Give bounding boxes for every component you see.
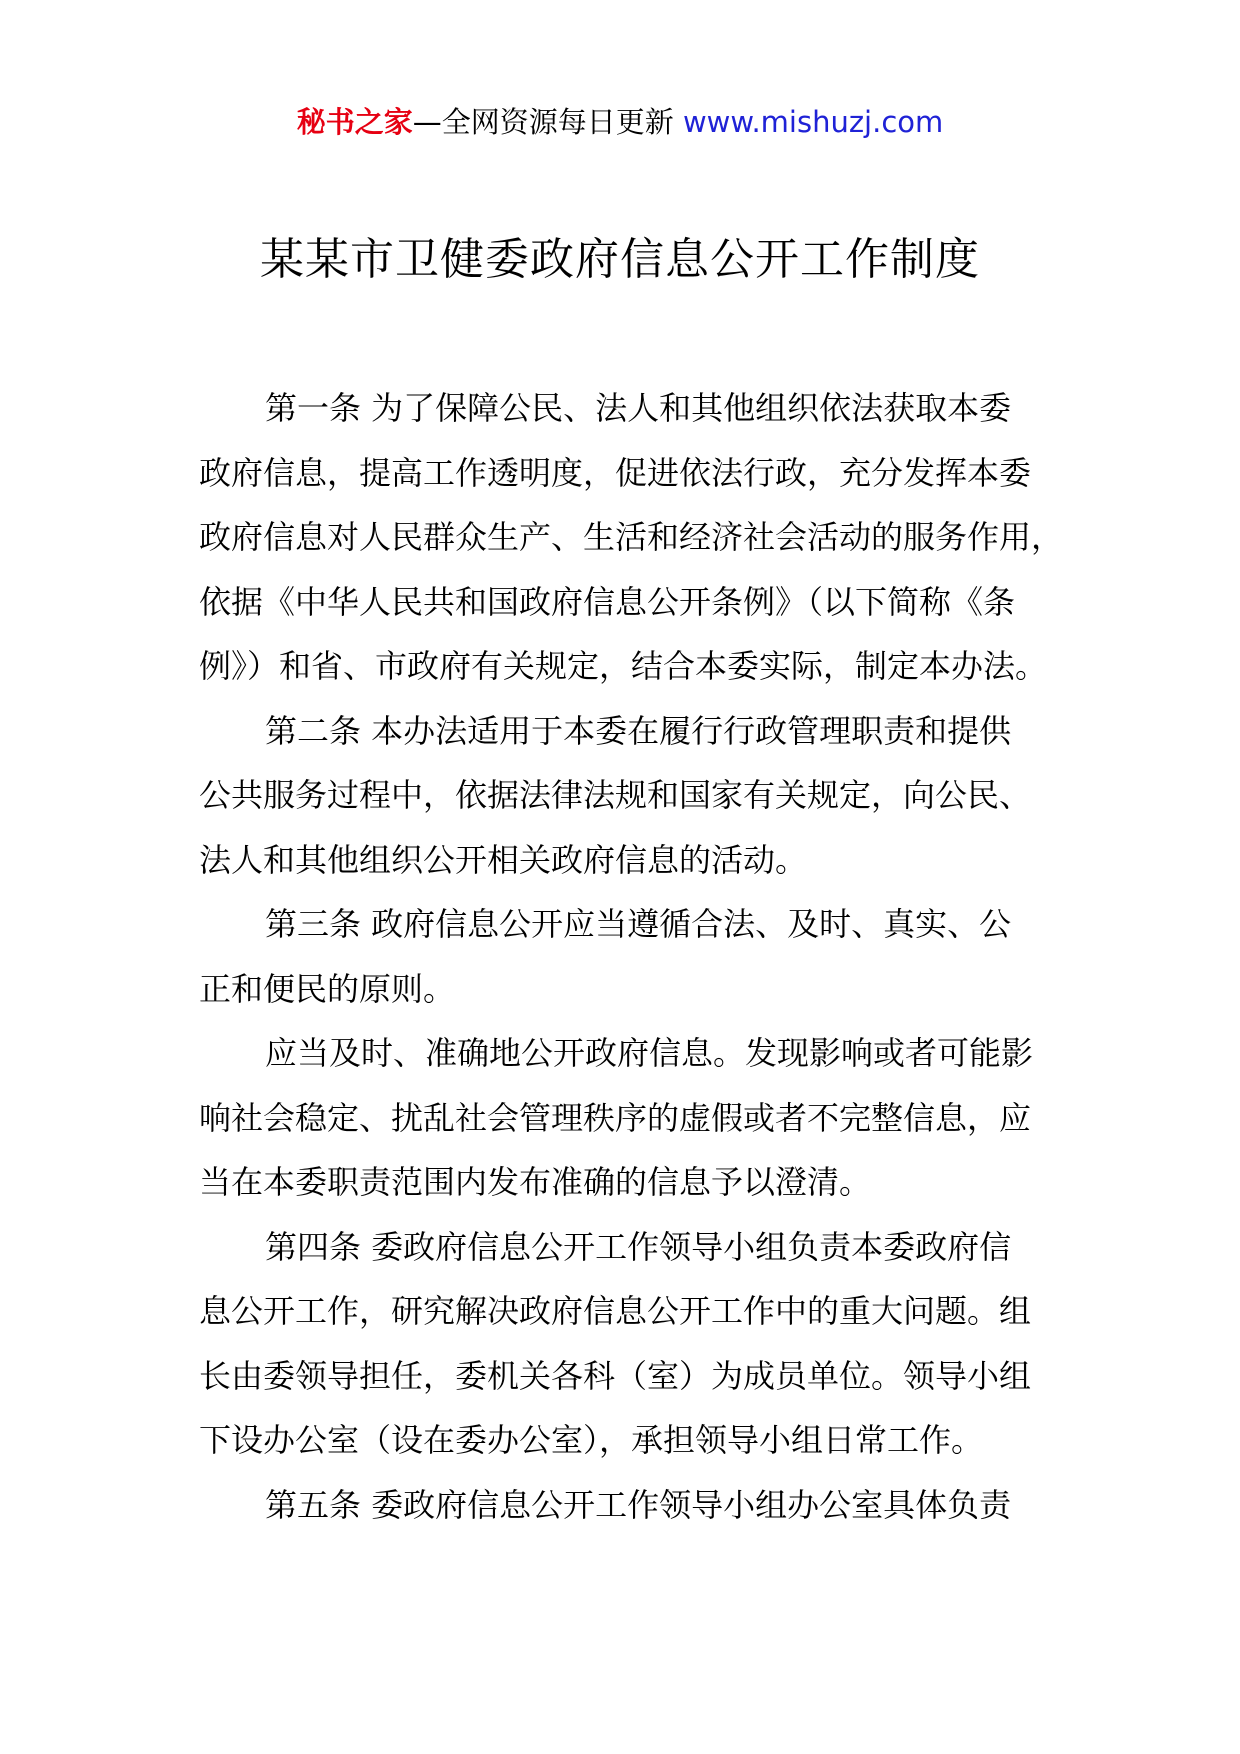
paragraph-line: 第二条 本办法适用于本委在履行行政管理职责和提供 <box>265 711 1012 750</box>
paragraph-line: 下设办公室（设在委办公室），承担领导小组日常工作。 <box>199 1421 984 1459</box>
paragraph-line: 第五条 委政府信息公开工作领导小组办公室具体负责 <box>265 1485 1012 1524</box>
paragraph-line: 依据《中华人民共和国政府信息公开条例》（以下简称《条 <box>199 582 1016 621</box>
paragraph-article-3-continued <box>199 1021 1129 1215</box>
site-url-link[interactable]: www.mishuzj.com <box>682 105 944 139</box>
paragraph-line: 例》）和省、市政府有关规定，结合本委实际，制定本办法。 <box>199 647 1048 685</box>
site-tagline: —全网资源每日更新 <box>412 105 683 139</box>
paragraph-line: 正和便民的原则。 <box>199 969 456 1008</box>
paragraph-article-1 <box>199 376 1129 699</box>
paragraph-line: 公共服务过程中，依据法律法规和国家有关规定，向公民、 <box>199 776 1032 814</box>
paragraph-line: 政府信息，提高工作透明度，促进依法行政，充分发挥本委 <box>199 453 1032 492</box>
paragraph-line: 应当及时、准确地公开政府信息。发现影响或者可能影 <box>265 1034 1034 1072</box>
document-title: 某某市卫健委政府信息公开工作制度 <box>260 234 980 285</box>
paragraph-article-3 <box>199 892 1129 1021</box>
paragraph-article-5 <box>199 1473 1129 1538</box>
paragraph-line: 当在本委职责范围内发布准确的信息予以澄清。 <box>199 1163 872 1201</box>
paragraph-line: 息公开工作，研究解决政府信息公开工作中的重大问题。组 <box>199 1292 1032 1330</box>
paragraph-line: 政府信息对人民群众生产、生活和经济社会活动的服务作用， <box>199 518 1064 556</box>
paragraph-article-2 <box>199 699 1129 893</box>
site-brand: 秘书之家 <box>296 105 413 139</box>
paragraph-line: 第四条 委政府信息公开工作领导小组负责本委政府信 <box>265 1227 1012 1266</box>
paragraph-line: 法人和其他组织公开相关政府信息的活动。 <box>199 840 808 879</box>
document-body <box>199 376 1129 1537</box>
paragraph-line: 响社会稳定、扰乱社会管理秩序的虚假或者不完整信息，应 <box>199 1098 1032 1137</box>
paragraph-line: 第一条 为了保障公民、法人和其他组织依法获取本委 <box>265 389 1012 427</box>
paragraph-article-4 <box>199 1215 1129 1473</box>
paragraph-line: 长由委领导担任，委机关各科（室）为成员单位。领导小组 <box>199 1356 1032 1395</box>
paragraph-line: 第三条 政府信息公开应当遵循合法、及时、真实、公 <box>265 905 1012 943</box>
site-header <box>0 100 1240 144</box>
